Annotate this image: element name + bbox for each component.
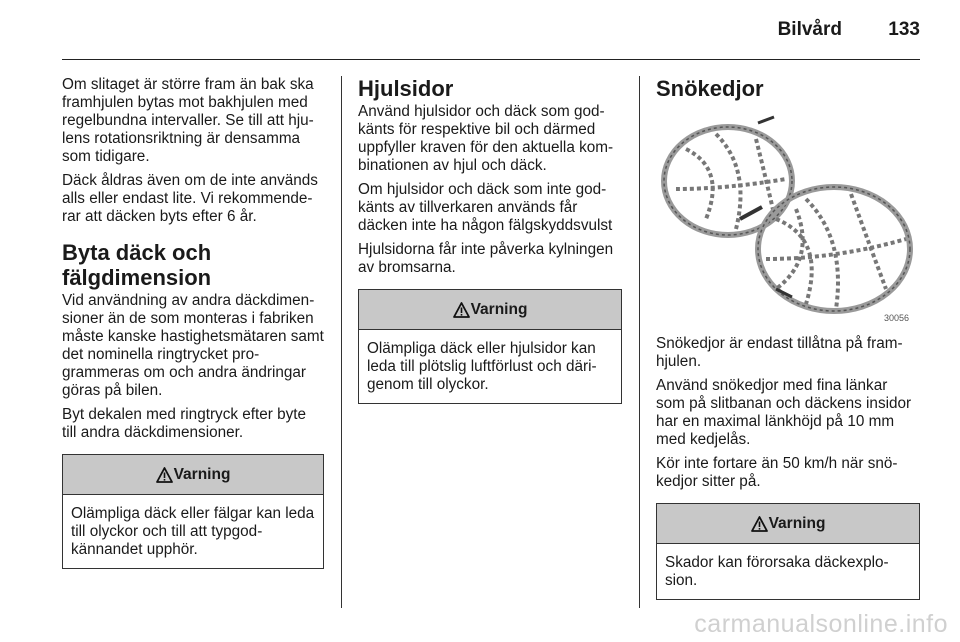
page-footer <box>0 608 960 642</box>
warning-triangle-icon <box>751 516 768 532</box>
warning-triangle-icon <box>453 302 470 318</box>
warning-header <box>657 504 919 544</box>
snow-chains-illustration <box>656 109 920 325</box>
column-right <box>656 76 920 600</box>
page-number: 133 <box>888 19 920 40</box>
warning-text: Olämpliga däck eller hjulsidor kan leda till plötslig luftförlust och däri-genom till olyckor. <box>367 340 597 393</box>
column-left <box>62 76 324 569</box>
warning-text: Olämpliga däck eller fälgar kan leda till olyckor och till att typgod-kännandet upphör. <box>71 505 315 558</box>
paragraph: Använd snökedjor med fina länkar som på slitbanan och däckens insidor har en maximal länkhöjd på 10 mm med kedjelås. <box>656 377 912 448</box>
section-heading: Snökedjor <box>656 76 764 101</box>
warning-box <box>62 454 324 569</box>
paragraph: Kör inte fortare än 50 km/h när snö-kedjor sitter på. <box>656 455 898 490</box>
warning-label: Varning <box>173 465 231 483</box>
header-rule <box>62 59 920 60</box>
warning-triangle-icon <box>156 467 173 483</box>
watermark: carmanualsonline.info <box>694 610 948 638</box>
section-heading: Byta däck och fälgdimension <box>62 240 212 290</box>
column-divider <box>639 76 640 608</box>
paragraph: Använd hjulsidor och däck som god-känts för respektive bil och därmed uppfyller kraven för den aktuella kom-binationen av hjul och däck. <box>358 103 614 174</box>
warning-header <box>359 290 621 330</box>
paragraph: Snökedjor är endast tillåtna på fram-hjulen. <box>656 335 903 370</box>
paragraph: Om slitaget är större fram än bak ska framhjulen bytas mot bakhjulen med regelbundna intervaller. Se till att hju-lens rotationsriktning är densamma som tidigare. <box>62 76 314 165</box>
page-header <box>0 0 960 62</box>
column-middle <box>358 76 622 404</box>
warning-header <box>63 455 323 495</box>
paragraph: Om hjulsidor och däck som inte god-känts av tillverkaren används får däcken inte ha någon fälgskyddsvulst <box>358 181 613 234</box>
column-divider <box>341 76 342 608</box>
paragraph: Byt dekalen med ringtryck efter byte till andra däckdimensioner. <box>62 406 307 441</box>
figure-code: 30056 <box>884 313 910 323</box>
warning-label: Varning <box>470 300 528 318</box>
warning-text: Skador kan förorsaka däckexplo-sion. <box>665 554 889 589</box>
warning-label: Varning <box>768 514 826 532</box>
warning-box <box>656 503 920 600</box>
section-title: Bilvård <box>777 19 842 40</box>
paragraph: Hjulsidorna får inte påverka kylningen av bromsarna. <box>358 241 614 276</box>
paragraph: Däck åldras även om de inte används alls eller endast lite. Vi rekommende-rar att däcken byts efter 6 år. <box>62 172 318 225</box>
section-heading: Hjulsidor <box>358 76 454 101</box>
paragraph: Vid användning av andra däckdimen-sioner än de som monteras i fabriken måste kanske hastighetsmätaren samt det nominella ringtrycket pro-grammeras om och andra ändringar göras på bilen. <box>62 292 324 399</box>
warning-box <box>358 289 622 404</box>
